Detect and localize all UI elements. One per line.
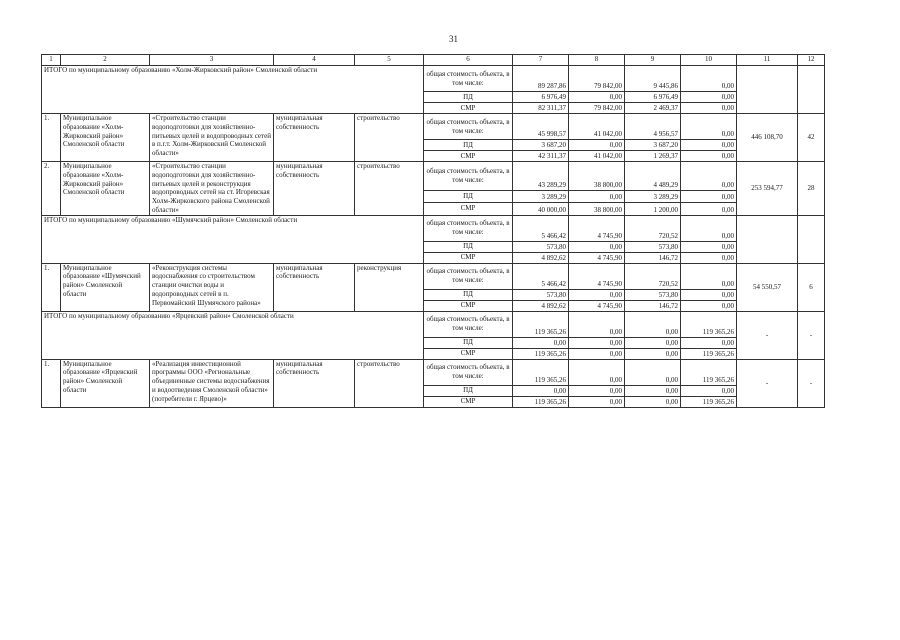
col12-cell: 28: [798, 162, 825, 216]
amount-cell: 5 466,42: [513, 215, 569, 241]
column-header: 4: [274, 55, 355, 66]
amount-cell: 79 842,00: [569, 103, 625, 114]
column-header: 7: [513, 55, 569, 66]
col11-cell: 446 108,70: [737, 114, 798, 162]
amount-cell: 0,00: [681, 162, 737, 191]
amount-cell: 0,00: [681, 92, 737, 103]
amount-cell: 4 489,29: [625, 162, 681, 191]
row-label: общая стоимость объекта, в том числе:: [424, 162, 513, 191]
amount-cell: 0,00: [681, 289, 737, 300]
amount-cell: 89 287,86: [513, 66, 569, 92]
amount-cell: 3 289,29: [625, 190, 681, 202]
amount-cell: 119 365,26: [513, 348, 569, 359]
amount-cell: 1 269,37: [625, 151, 681, 162]
row-label: ПД: [424, 337, 513, 348]
amount-cell: 720,52: [625, 263, 681, 289]
item-number: 1.: [42, 263, 61, 311]
section-title: ИТОГО по муниципальному образованию «Ярцевский район» Смоленской области: [42, 311, 424, 359]
amount-cell: 0,00: [681, 151, 737, 162]
amount-cell: 0,00: [681, 114, 737, 140]
row-label: СМР: [424, 203, 513, 215]
row-label: СМР: [424, 348, 513, 359]
amount-cell: 4 892,62: [513, 252, 569, 263]
row-label: ПД: [424, 241, 513, 252]
column-header: 3: [150, 55, 274, 66]
amount-cell: 38 800,00: [569, 203, 625, 215]
column-header: 12: [798, 55, 825, 66]
municipality-cell: Муниципальное образование «Ярцевский район» Смоленской области: [61, 359, 150, 407]
amount-cell: 0,00: [569, 348, 625, 359]
column-header: 8: [569, 55, 625, 66]
column-header: 1: [42, 55, 61, 66]
row-label: ПД: [424, 385, 513, 396]
row-label: ПД: [424, 92, 513, 103]
row-label: ПД: [424, 289, 513, 300]
amount-cell: 0,00: [681, 252, 737, 263]
amount-cell: 41 042,00: [569, 151, 625, 162]
row-label: общая стоимость объекта, в том числе:: [424, 215, 513, 241]
amount-cell: 0,00: [625, 385, 681, 396]
amount-cell: 0,00: [569, 241, 625, 252]
col12-cell: -: [798, 359, 825, 407]
column-header: 2: [61, 55, 150, 66]
amount-cell: 2 469,37: [625, 103, 681, 114]
ownership-cell: муниципальная собственность: [274, 114, 355, 162]
work-type-cell: реконструкция: [355, 263, 424, 311]
row-label: общая стоимость объекта, в том числе:: [424, 114, 513, 140]
column-header: 5: [355, 55, 424, 66]
col11-cell: [737, 66, 798, 114]
row-label: СМР: [424, 300, 513, 311]
item-number: 1.: [42, 359, 61, 407]
row-label: общая стоимость объекта, в том числе:: [424, 263, 513, 289]
object-cell: «Реализация инвестиционной программы ООО «Региональные объединенные системы водоснабжения и водоотведения Смоленской области» (потребители г. Ярцево)»: [150, 359, 274, 407]
row-label: СМР: [424, 151, 513, 162]
amount-cell: 0,00: [569, 359, 625, 385]
amount-cell: 0,00: [681, 66, 737, 92]
row-label: СМР: [424, 396, 513, 407]
row-label: общая стоимость объекта, в том числе:: [424, 359, 513, 385]
amount-cell: 0,00: [625, 348, 681, 359]
amount-cell: 0,00: [569, 140, 625, 151]
object-cell: «Реконструкция системы водоснабжения со строительством станции очистки воды и водопроводных сетей в п. Первомайский Шумячского района»: [150, 263, 274, 311]
amount-cell: 4 956,57: [625, 114, 681, 140]
column-header: 11: [737, 55, 798, 66]
section-title: ИТОГО по муниципальному образованию «Шумячский район» Смоленской области: [42, 215, 424, 263]
row-label: общая стоимость объекта, в том числе:: [424, 66, 513, 92]
amount-cell: 0,00: [569, 337, 625, 348]
amount-cell: 4 892,62: [513, 300, 569, 311]
amount-cell: 6 976,49: [513, 92, 569, 103]
amount-cell: 573,80: [625, 241, 681, 252]
row-label: ПД: [424, 190, 513, 202]
row-label: общая стоимость объекта, в том числе:: [424, 311, 513, 337]
col12-cell: -: [798, 311, 825, 359]
amount-cell: 720,52: [625, 215, 681, 241]
column-header: 6: [424, 55, 513, 66]
amount-cell: 119 365,26: [681, 348, 737, 359]
amount-cell: 0,00: [625, 311, 681, 337]
ownership-cell: муниципальная собственность: [274, 162, 355, 216]
municipality-cell: Муниципальное образование «Шумячский район» Смоленской области: [61, 263, 150, 311]
col11-cell: [737, 215, 798, 263]
municipality-cell: Муниципальное образование «Холм-Жирковский район» Смоленской области: [61, 114, 150, 162]
item-number: 1.: [42, 114, 61, 162]
amount-cell: 0,00: [569, 92, 625, 103]
amount-cell: 0,00: [569, 289, 625, 300]
section-title: ИТОГО по муниципальному образованию «Холм-Жирковский район» Смоленской области: [42, 66, 424, 114]
amount-cell: 0,00: [569, 396, 625, 407]
work-type-cell: строительство: [355, 359, 424, 407]
amount-cell: 79 842,00: [569, 66, 625, 92]
work-type-cell: строительство: [355, 162, 424, 216]
ownership-cell: муниципальная собственность: [274, 263, 355, 311]
municipality-cell: Муниципальное образование «Холм-Жирковский район» Смоленской области: [61, 162, 150, 216]
amount-cell: 42 311,37: [513, 151, 569, 162]
col12-cell: [798, 66, 825, 114]
col12-cell: [798, 215, 825, 263]
amount-cell: 5 466,42: [513, 263, 569, 289]
amount-cell: 0,00: [569, 385, 625, 396]
amount-cell: 573,80: [513, 241, 569, 252]
amount-cell: 119 365,26: [513, 396, 569, 407]
amount-cell: 40 000,00: [513, 203, 569, 215]
amount-cell: 0,00: [681, 140, 737, 151]
amount-cell: 38 800,00: [569, 162, 625, 191]
amount-cell: 119 365,26: [681, 396, 737, 407]
amount-cell: 0,00: [681, 241, 737, 252]
amount-cell: 0,00: [681, 103, 737, 114]
amount-cell: 82 311,37: [513, 103, 569, 114]
amount-cell: 43 289,29: [513, 162, 569, 191]
amount-cell: 0,00: [681, 337, 737, 348]
amount-cell: 4 745,90: [569, 263, 625, 289]
col11-cell: -: [737, 359, 798, 407]
amount-cell: 3 687,20: [513, 140, 569, 151]
amount-cell: 0,00: [681, 203, 737, 215]
row-label: СМР: [424, 252, 513, 263]
row-label: ПД: [424, 140, 513, 151]
amount-cell: 0,00: [625, 396, 681, 407]
amount-cell: 0,00: [681, 385, 737, 396]
amount-cell: 9 445,86: [625, 66, 681, 92]
amount-cell: 4 745,90: [569, 215, 625, 241]
amount-cell: 0,00: [681, 263, 737, 289]
amount-cell: 0,00: [569, 190, 625, 202]
col11-cell: -: [737, 311, 798, 359]
amount-cell: 3 687,20: [625, 140, 681, 151]
amount-cell: 0,00: [681, 190, 737, 202]
object-cell: «Строительство станции водоподготовки для хозяйственно-питьевых целей и реконструкция водопроводных сетей на ст. Игоревская Холм-Жирковского района Смоленской области»: [150, 162, 274, 216]
object-cell: «Строительство станции водоподготовки для хозяйственно-питьевых целей и водопроводных сетей в п.г.т. Холм-Жирковский Смоленской области»: [150, 114, 274, 162]
amount-cell: 4 745,90: [569, 300, 625, 311]
amount-cell: 6 976,49: [625, 92, 681, 103]
budget-table: [41, 54, 825, 408]
amount-cell: 0,00: [625, 359, 681, 385]
col11-cell: 253 594,77: [737, 162, 798, 216]
amount-cell: 146,72: [625, 300, 681, 311]
col12-cell: 6: [798, 263, 825, 311]
amount-cell: 119 365,26: [513, 311, 569, 337]
row-label: СМР: [424, 103, 513, 114]
work-type-cell: строительство: [355, 114, 424, 162]
amount-cell: 146,72: [625, 252, 681, 263]
amount-cell: 0,00: [681, 300, 737, 311]
amount-cell: 0,00: [513, 337, 569, 348]
ownership-cell: муниципальная собственность: [274, 359, 355, 407]
amount-cell: 0,00: [569, 311, 625, 337]
amount-cell: 45 998,57: [513, 114, 569, 140]
amount-cell: 573,80: [625, 289, 681, 300]
amount-cell: 119 365,26: [513, 359, 569, 385]
column-header: 9: [625, 55, 681, 66]
amount-cell: 0,00: [681, 215, 737, 241]
amount-cell: 0,00: [625, 337, 681, 348]
col12-cell: 42: [798, 114, 825, 162]
column-header: 10: [681, 55, 737, 66]
amount-cell: 1 200,00: [625, 203, 681, 215]
amount-cell: 119 365,26: [681, 311, 737, 337]
page-number: 31: [449, 34, 458, 44]
amount-cell: 0,00: [513, 385, 569, 396]
col11-cell: 54 550,57: [737, 263, 798, 311]
amount-cell: 573,80: [513, 289, 569, 300]
item-number: 2.: [42, 162, 61, 216]
amount-cell: 3 289,29: [513, 190, 569, 202]
amount-cell: 4 745,90: [569, 252, 625, 263]
amount-cell: 119 365,26: [681, 359, 737, 385]
amount-cell: 41 042,00: [569, 114, 625, 140]
